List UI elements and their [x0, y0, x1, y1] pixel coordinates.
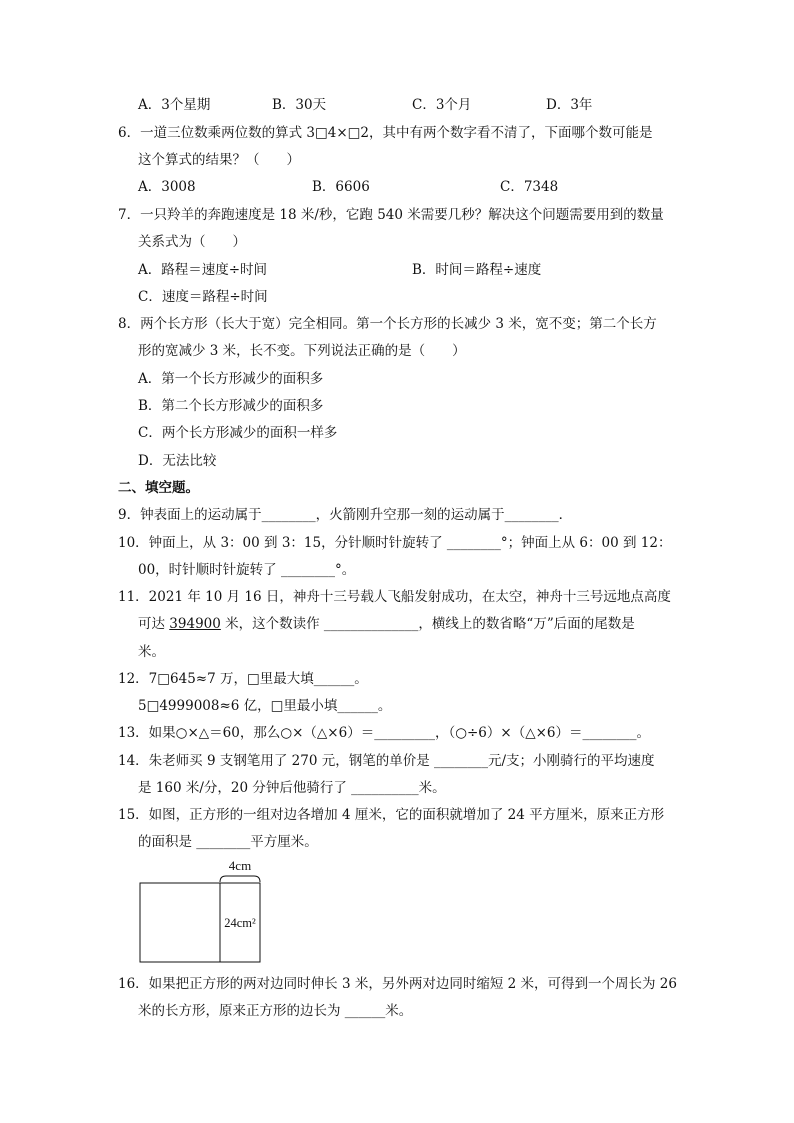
q11-text-line1: 11．2021 年 10 月 16 日，神舟十三号载人飞船发射成功，在太空，神舟十三号远地点高度 [118, 589, 671, 605]
q5-option-a: A．3个星期 [138, 97, 211, 113]
q7-option-a: A．路程＝速度÷时间 [138, 262, 268, 278]
q8-option-b: B．第二个长方形减少的面积多 [138, 398, 324, 414]
q8-option-d: D．无法比较 [138, 453, 217, 469]
q11-line2-prefix: 可达 [138, 616, 170, 632]
q12-text-line1: 12．7□645≈7 万，□里最大填______。 [118, 671, 368, 687]
q10-text-line1: 10．钟面上，从 3：00 到 3：15，分针顺时针旋转了 ________°；钟面上从 6：00 到 12： [118, 535, 672, 551]
q9-text-line1: 9．钟表面上的运动属于________，火箭刚升空那一刻的运动属于________． [118, 507, 573, 523]
q7-text-line1: 7．一只羚羊的奔跑速度是 18 米/秒，它跑 540 米需要几秒？解决这个问题需要用到的数量 [118, 207, 664, 223]
q11-text-line2 [138, 615, 635, 633]
q8-text-line2: 形的宽减少 3 米，长不变。下列说法正确的是（ ） [138, 343, 466, 359]
q15-figure-original-square [140, 883, 220, 962]
q11-text-line3: 米。 [138, 644, 165, 660]
q11-line2-suffix: 米，这个数读作 ______________，横线上的数省略“万”后面的尾数是 [220, 616, 635, 632]
q8-option-c: C．两个长方形减少的面积一样多 [138, 425, 338, 441]
q15-square-figure [130, 852, 275, 964]
q8-text-line1: 8．两个长方形（长大于宽）完全相同。第一个长方形的长减少 3 米，宽不变；第二个长方 [118, 316, 657, 332]
q5-option-d: D．3年 [546, 97, 593, 113]
q16-text-line2: 米的长方形，原来正方形的边长为 ______米。 [138, 1003, 413, 1019]
q15-text-line2: 的面积是 ________平方厘米。 [138, 834, 318, 850]
section-title-fill-in: 二、填空题。 [118, 480, 199, 496]
q6-option-a: A．3008 [138, 179, 196, 195]
q6-option-c: C．7348 [500, 179, 559, 195]
q5-option-c: C．3个月 [412, 97, 472, 113]
q6-text-line2: 这个算式的结果？（ ） [138, 152, 300, 168]
q15-figure-area-label: 24cm² [224, 916, 256, 930]
q14-text-line1: 14．朱老师买 9 支钢笔用了 270 元，钢笔的单价是 ________元/支；小刚骑行的平均速度 [118, 753, 655, 769]
q12-text-line2: 5□4999008≈6 亿，□里最小填______。 [138, 698, 392, 714]
q16-text-line1: 16．如果把正方形的两对边同时伸长 3 米，另外两对边同时缩短 2 米，可得到一个周长为 26 [118, 976, 677, 992]
q6-option-b: B．6606 [312, 179, 370, 195]
q15-figure-brace [220, 876, 260, 882]
q5-option-b: B．30天 [272, 97, 327, 113]
q13-text-line1: 13．如果○×△＝60，那么○×（△×6）＝_________，（○÷6）×（△×6）＝________。 [118, 725, 650, 741]
q15-figure-width-label: 4cm [228, 858, 252, 873]
q14-text-line2: 是 160 米/分，20 分钟后他骑行了 __________米。 [138, 780, 446, 796]
q10-text-line2: 00，时针顺时针旋转了 ________°。 [138, 562, 356, 578]
q8-option-a: A．第一个长方形减少的面积多 [138, 371, 324, 387]
q7-text-line2: 关系式为（ ） [138, 234, 246, 250]
q15-text-line1: 15．如图，正方形的一组对边各增加 4 厘米，它的面积就增加了 24 平方厘米，原来正方形 [118, 807, 665, 823]
q11-underlined-number: 394900 [169, 616, 221, 632]
q6-text-line1: 6．一道三位数乘两位数的算式 3□4×□2，其中有两个数字看不清了，下面哪个数可能是 [118, 125, 653, 141]
q7-option-c: C．速度＝路程÷时间 [138, 289, 268, 305]
q7-option-b: B．时间＝路程÷速度 [412, 262, 542, 278]
